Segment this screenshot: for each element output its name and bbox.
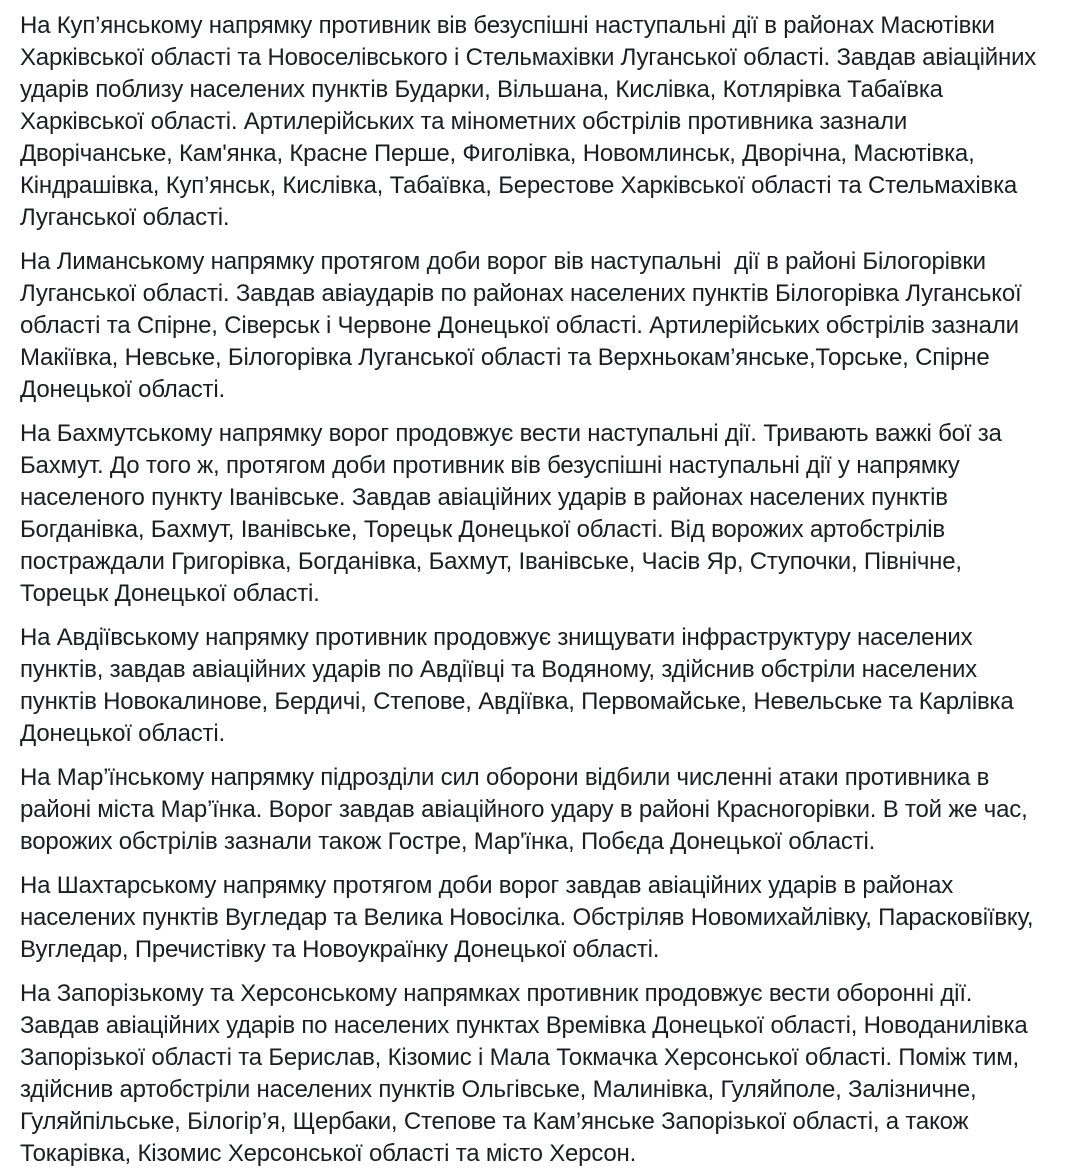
text-line: Вугледар, Пречистівку та Новоукраїнку Донецької області.	[20, 936, 660, 963]
paragraph-shakhtarsk-direction	[20, 870, 1050, 966]
text-line: населеного пункту Іванівське. Завдав авіаційних ударів в районах населених пунктів	[20, 484, 948, 511]
paragraph-zaporizhzhia-kherson-direction	[20, 978, 1050, 1170]
text-line: На Запорізькому та Херсонському напрямках противник продовжує вести оборонні дії.	[20, 980, 973, 1007]
text-line: області та Спірне, Сіверськ і Червоне Донецької області. Артилерійських обстрілів зазнали	[20, 312, 1019, 339]
text-line: районі міста Мар’їнка. Ворог завдав авіаційного удару в районі Красногорівки. В той же час,	[20, 796, 1028, 823]
text-line: На Авдіївському напрямку противник продовжує знищувати інфраструктуру населених	[20, 624, 973, 651]
paragraph-kupiansk-direction	[20, 10, 1050, 234]
text-line: населених пунктів Вугледар та Велика Новосілка. Обстріляв Новомихайлівку, Парасковіївку,	[20, 904, 1034, 931]
text-line: Завдав авіаційних ударів по населених пунктах Времівка Донецької області, Новоданилівка	[20, 1012, 1028, 1039]
paragraph-bakhmut-direction	[20, 418, 1050, 610]
text-line: Макіївка, Невське, Білогорівка Луганської області та Верхньокам’янське,Торське, Спірне	[20, 344, 990, 371]
text-line: Кіндрашівка, Куп’янськ, Кислівка, Табаївка, Берестове Харківської області та Стельмахівка	[20, 172, 1018, 199]
text-line: Харківської області. Артилерійських та мінометних обстрілів противника зазнали	[20, 108, 908, 135]
text-line: На Мар’їнському напрямку підрозділи сил оборони відбили численні атаки противника в	[20, 764, 990, 791]
text-line: ударів поблизу населених пунктів Бударки, Вільшана, Кислівка, Котлярівка Табаївка	[20, 76, 943, 103]
paragraph-avdiivka-direction	[20, 622, 1050, 750]
text-line: На Бахмутському напрямку ворог продовжує вести наступальні дії. Тривають важкі бої за	[20, 420, 1002, 447]
text-line: На Лиманському напрямку протягом доби ворог вів наступальні дії в районі Білогорівки	[20, 248, 986, 275]
text-line: ворожих обстрілів зазнали також Гостре, Мар'їнка, Побєда Донецької області.	[20, 828, 876, 855]
text-line: Бахмут. До того ж, протягом доби противник вів безуспішні наступальні дії у напрямку	[20, 452, 960, 479]
text-line: Дворічанське, Кам'янка, Красне Перше, Фиголівка, Новомлинськ, Дворічна, Масютівка,	[20, 140, 975, 167]
text-line: Богданівка, Бахмут, Іванівське, Торецьк Донецької області. Від ворожих артобстрілів	[20, 516, 945, 543]
text-line: На Куп’янському напрямку противник вів безуспішні наступальні дії в районах Масютівки	[20, 12, 995, 39]
text-line: Токарівка, Кізомис Херсонської області та місто Херсон.	[20, 1140, 637, 1167]
text-line: постраждали Григорівка, Богданівка, Бахмут, Іванівське, Часів Яр, Ступочки, Північне,	[20, 548, 962, 575]
paragraph-lyman-direction	[20, 246, 1050, 406]
text-line: Харківської області та Новоселівського і Стельмахівки Луганської області. Завдав авіаційних	[20, 44, 1037, 71]
text-line: Донецької області.	[20, 720, 225, 747]
text-line: Луганської області. Завдав авіаударів по районах населених пунктів Білогорівка Луганської	[20, 280, 1022, 307]
text-line: Торецьк Донецької області.	[20, 580, 320, 607]
text-line: пунктів Новокалинове, Бердичі, Степове, Авдіївка, Первомайське, Невельське та Карлівка	[20, 688, 1014, 715]
text-line: Гуляйпільське, Білогір’я, Щербаки, Степове та Кам’янське Запорізької області, а також	[20, 1108, 969, 1135]
text-line: На Шахтарському напрямку протягом доби ворог завдав авіаційних ударів в районах	[20, 872, 954, 899]
text-line: Запорізької області та Берислав, Кізомис і Мала Токмачка Херсонської області. Поміж тим,	[20, 1044, 1019, 1071]
text-line: пунктів, завдав авіаційних ударів по Авдіївці та Водяному, здійснив обстріли населених	[20, 656, 977, 683]
text-line: Луганської області.	[20, 204, 230, 231]
text-line: Донецької області.	[20, 376, 225, 403]
paragraph-marinka-direction	[20, 762, 1050, 858]
text-line: здійснив артобстріли населених пунктів Ольгівське, Малинівка, Гуляйполе, Залізничне,	[20, 1076, 977, 1103]
